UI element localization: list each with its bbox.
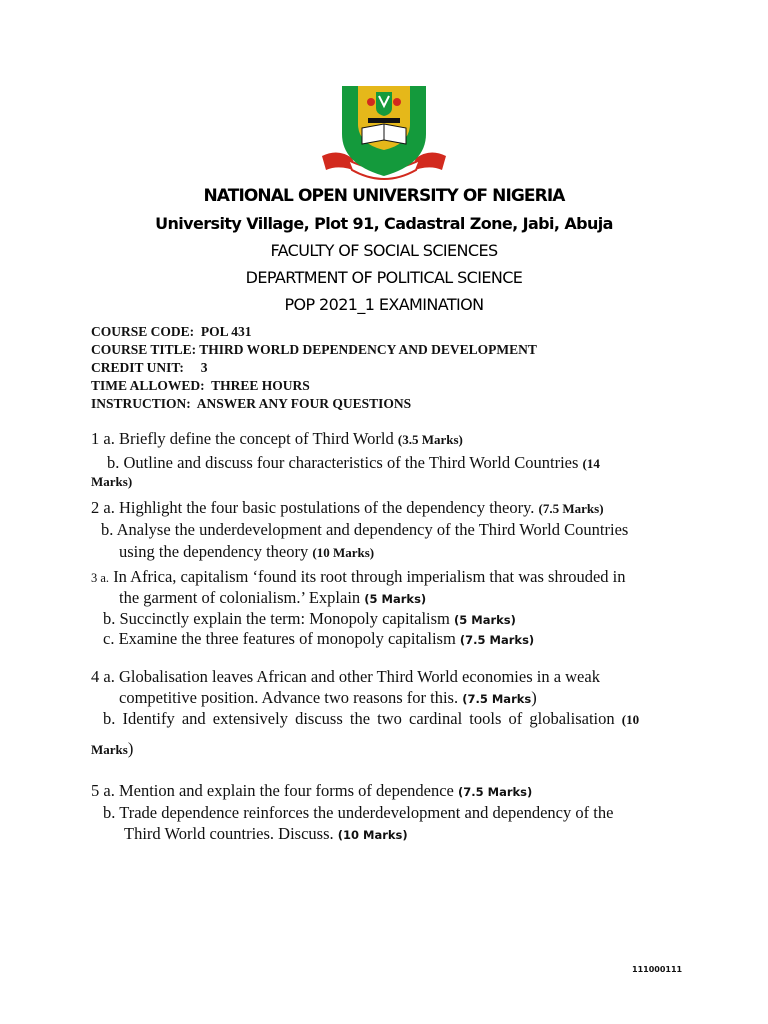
question-2a xyxy=(91,498,604,519)
question-number: 3 a. xyxy=(91,571,110,585)
question-text: b. Succinctly explain the term: Monopoly capitalism xyxy=(103,609,450,628)
marks-label: (5 Marks) xyxy=(454,613,516,627)
question-text: b. Identify and extensively discuss the two cardinal tools of globalisation xyxy=(103,709,615,728)
page-code: 111000111 xyxy=(632,965,683,974)
question-1a xyxy=(91,429,463,450)
question-text: c. Examine the three features of monopoly capitalism xyxy=(103,629,456,648)
question-1b-marks xyxy=(91,471,132,492)
marks-close: ) xyxy=(127,739,134,758)
question-text: using the dependency theory xyxy=(119,542,309,561)
question-4a xyxy=(91,667,600,687)
question-2b-cont xyxy=(119,542,374,563)
marks-label: (10 xyxy=(621,712,640,727)
marks-close: ) xyxy=(531,688,537,707)
question-text: b. Trade dependence reinforces the underdevelopment and dependency of the xyxy=(103,803,614,822)
marks-label: Marks) xyxy=(91,474,133,489)
question-4b xyxy=(103,709,639,730)
question-3b xyxy=(103,609,516,630)
university-crest-logo xyxy=(318,84,450,184)
question-text: 1 a. Briefly define the concept of Third World xyxy=(91,429,394,448)
marks-label: (5 Marks) xyxy=(364,592,427,606)
course-title: COURSE TITLE: THIRD WORLD DEPENDENCY AND DEVELOPMENT xyxy=(91,342,537,357)
course-code: COURSE CODE: POL 431 xyxy=(91,324,252,339)
time-allowed: TIME ALLOWED: THREE HOURS xyxy=(91,378,310,393)
marks-label: (3.5 Marks) xyxy=(397,432,463,447)
question-4b-marks xyxy=(91,739,133,760)
exam-title: POP 2021_1 EXAMINATION xyxy=(284,295,484,314)
question-2b xyxy=(101,520,628,540)
question-5b xyxy=(103,803,613,823)
marks-label: (14 xyxy=(582,456,600,471)
marks-label: (7.5 Marks) xyxy=(538,501,604,516)
question-text: Third World countries. Discuss. xyxy=(124,824,334,843)
instruction: INSTRUCTION: ANSWER ANY FOUR QUESTIONS xyxy=(91,396,412,411)
university-address: University Village, Plot 91, Cadastral Zone, Jabi, Abuja xyxy=(155,214,613,233)
question-1b xyxy=(107,453,600,474)
question-text: the garment of colonialism.’ Explain xyxy=(119,588,361,607)
marks-label: (10 Marks) xyxy=(337,828,408,842)
question-3a xyxy=(91,567,626,588)
question-text: competitive position. Advance two reasons for this. xyxy=(119,688,459,707)
marks-label: Marks xyxy=(91,742,128,757)
department-name: DEPARTMENT OF POLITICAL SCIENCE xyxy=(245,268,523,287)
faculty-name: FACULTY OF SOCIAL SCIENCES xyxy=(270,241,498,260)
marks-label: (7.5 Marks xyxy=(462,692,532,706)
credit-unit: CREDIT UNIT: 3 xyxy=(91,360,208,375)
question-text: In Africa, capitalism ‘found its root through imperialism that was shrouded in xyxy=(113,567,626,586)
question-3c xyxy=(103,629,534,650)
question-text: b. Analyse the underdevelopment and dependency of the Third World Countries xyxy=(101,520,629,539)
question-3a-cont xyxy=(119,588,426,609)
university-name: NATIONAL OPEN UNIVERSITY OF NIGERIA xyxy=(203,186,565,206)
question-text: b. Outline and discuss four characteristics of the Third World Countries xyxy=(107,453,579,472)
marks-label: (7.5 Marks) xyxy=(458,785,533,799)
question-text: 5 a. Mention and explain the four forms of dependence xyxy=(91,781,454,800)
question-text: 2 a. Highlight the four basic postulations of the dependency theory. xyxy=(91,498,535,517)
marks-label: (7.5 Marks) xyxy=(459,633,535,647)
question-4a-cont xyxy=(119,688,537,709)
marks-label: (10 Marks) xyxy=(312,545,375,560)
question-text: 4 a. Globalisation leaves African and other Third World economies in a weak xyxy=(91,667,600,686)
question-5a xyxy=(91,781,532,802)
question-5b-cont xyxy=(124,824,408,845)
